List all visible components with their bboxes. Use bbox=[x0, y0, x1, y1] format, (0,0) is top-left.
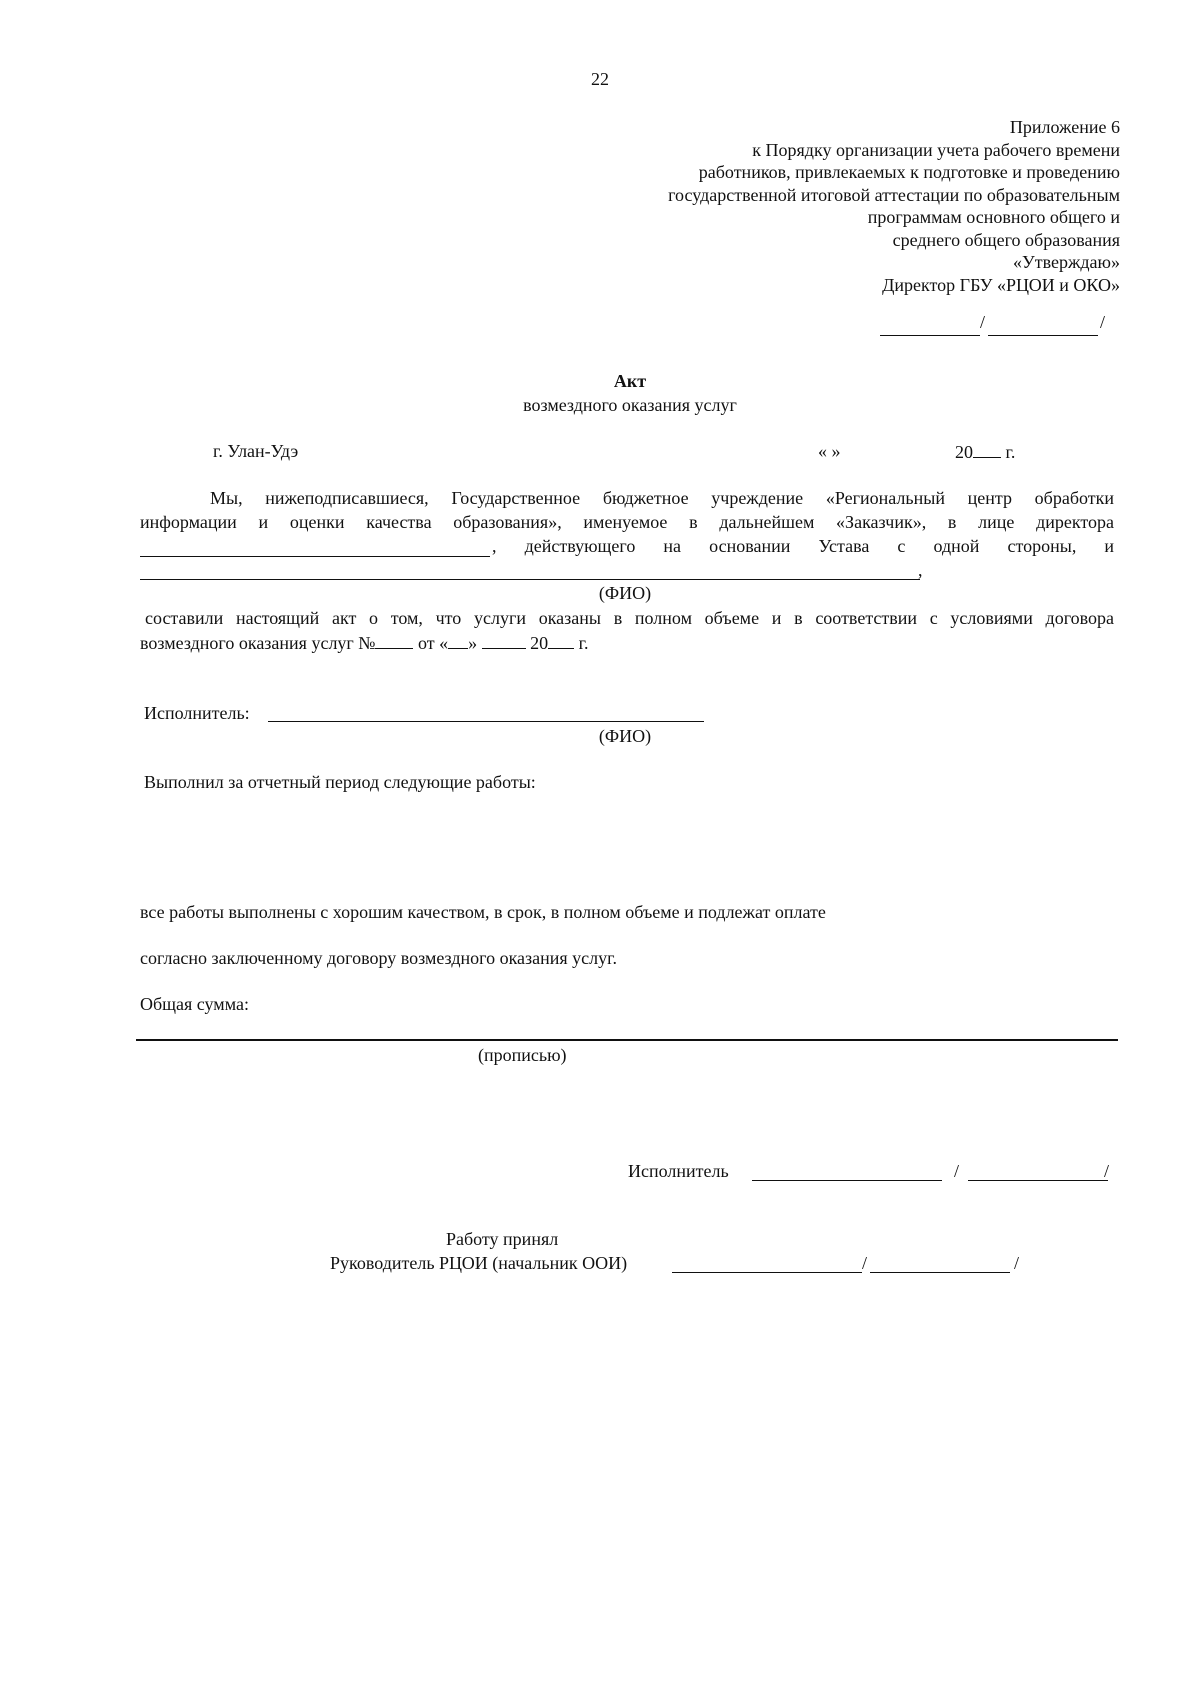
date-year bbox=[955, 441, 1015, 463]
para2-line1: составили настоящий акт о том, что услуги оказаны в полном объеме и в соответствии с условиями договора bbox=[145, 608, 1114, 628]
total-label: Общая сумма: bbox=[140, 994, 249, 1014]
para1-line3 bbox=[492, 536, 1114, 557]
para1-word: на bbox=[663, 536, 682, 556]
contract-year-blank bbox=[548, 632, 574, 649]
executor-label: Исполнитель: bbox=[144, 703, 250, 723]
contract-day-blank bbox=[448, 632, 468, 649]
executor-name-slash: / bbox=[1104, 1161, 1110, 1181]
signature-executor-label: Исполнитель bbox=[628, 1161, 729, 1181]
appendix-line: к Порядку организации учета рабочего времени bbox=[752, 139, 1120, 160]
appendix-line: программам основного общего и bbox=[867, 207, 1120, 227]
page-number-text: 22 bbox=[591, 69, 609, 89]
para1-word: одной bbox=[933, 536, 980, 556]
para1-word: действующего bbox=[524, 536, 636, 556]
total-amount-line bbox=[136, 1039, 1118, 1041]
contract-number-blank bbox=[375, 632, 413, 649]
para1-line1: Мы, нижеподписавшиеся, Государственное бюджетное учреждение «Региональный центр обработки bbox=[210, 488, 1114, 508]
executor-signature-slash: / bbox=[954, 1161, 960, 1181]
agreement-text: согласно заключенному договору возмездного оказания услуг. bbox=[140, 948, 617, 968]
appendix-block bbox=[500, 116, 1120, 296]
contractor-fio-line bbox=[140, 579, 920, 580]
appendix-line: государственной итоговой аттестации по образовательным bbox=[668, 184, 1120, 205]
para1-word: стороны, bbox=[1007, 536, 1077, 556]
para1-word: , bbox=[492, 536, 497, 556]
director-fio-blank bbox=[140, 556, 490, 557]
date-year-suffix: г. bbox=[1005, 442, 1016, 462]
para1-word: и bbox=[1104, 536, 1115, 556]
contract-number-label: возмездного оказания услуг № bbox=[140, 633, 376, 653]
director-signature-slash: / bbox=[980, 312, 986, 332]
para1-line2: информации и оценки качества образования», именуемое в дальнейшем «Заказчик», в лице директора bbox=[140, 512, 1114, 532]
para1-word: Устава bbox=[818, 536, 870, 556]
document-title-text: Акт bbox=[613, 371, 647, 391]
executor-fio-line bbox=[268, 721, 704, 722]
appendix-line: Приложение 6 bbox=[1009, 117, 1120, 137]
appendix-line: работников, привлекаемых к подготовке и проведению bbox=[698, 162, 1120, 182]
appendix-line: среднего общего образования bbox=[892, 229, 1120, 250]
para1-word: основании bbox=[709, 536, 791, 556]
approve-label: «Утверждаю» bbox=[1012, 252, 1120, 272]
head-signature-line bbox=[672, 1272, 862, 1273]
document-subtitle: возмездного оказания услуг bbox=[523, 395, 737, 415]
date-year-prefix: 20 bbox=[955, 442, 973, 462]
head-name-slash: / bbox=[1014, 1253, 1020, 1273]
director-name-line bbox=[988, 335, 1098, 336]
para1-line4-end: , bbox=[918, 560, 923, 580]
head-label: Руководитель РЦОИ (начальник ООИ) bbox=[330, 1253, 628, 1273]
date-quotes: « » bbox=[818, 441, 841, 461]
contract-year-prefix: 20 bbox=[530, 633, 549, 653]
head-signature-slash: / bbox=[862, 1253, 868, 1273]
contract-date-label: от « bbox=[417, 633, 449, 653]
director-signature-line bbox=[880, 335, 980, 336]
accepted-label: Работу принял bbox=[446, 1229, 559, 1249]
in-words-caption: (прописью) bbox=[478, 1045, 567, 1065]
contract-date-close: » bbox=[468, 633, 478, 653]
para2-line2 bbox=[140, 632, 588, 654]
fio-caption-1: (ФИО) bbox=[598, 583, 652, 603]
date-year-blank bbox=[973, 441, 1001, 458]
city: г. Улан-Удэ bbox=[213, 441, 299, 461]
fio-caption-2: (ФИО) bbox=[598, 726, 652, 746]
contract-month-blank bbox=[482, 632, 526, 649]
executor-name-line bbox=[968, 1180, 1108, 1181]
head-name-line bbox=[870, 1272, 1010, 1273]
director-label: Директор ГБУ «РЦОИ и ОКО» bbox=[882, 274, 1120, 295]
works-label: Выполнил за отчетный период следующие работы: bbox=[144, 772, 536, 792]
quality-text: все работы выполнены с хорошим качеством, в срок, в полном объеме и подлежат оплате bbox=[140, 902, 826, 922]
executor-signature-line bbox=[752, 1180, 942, 1181]
page-number bbox=[0, 69, 1200, 90]
director-name-slash: / bbox=[1100, 312, 1106, 332]
para1-word: с bbox=[897, 536, 906, 556]
document-title bbox=[0, 371, 1200, 392]
contract-year-suffix: г. bbox=[578, 633, 589, 653]
